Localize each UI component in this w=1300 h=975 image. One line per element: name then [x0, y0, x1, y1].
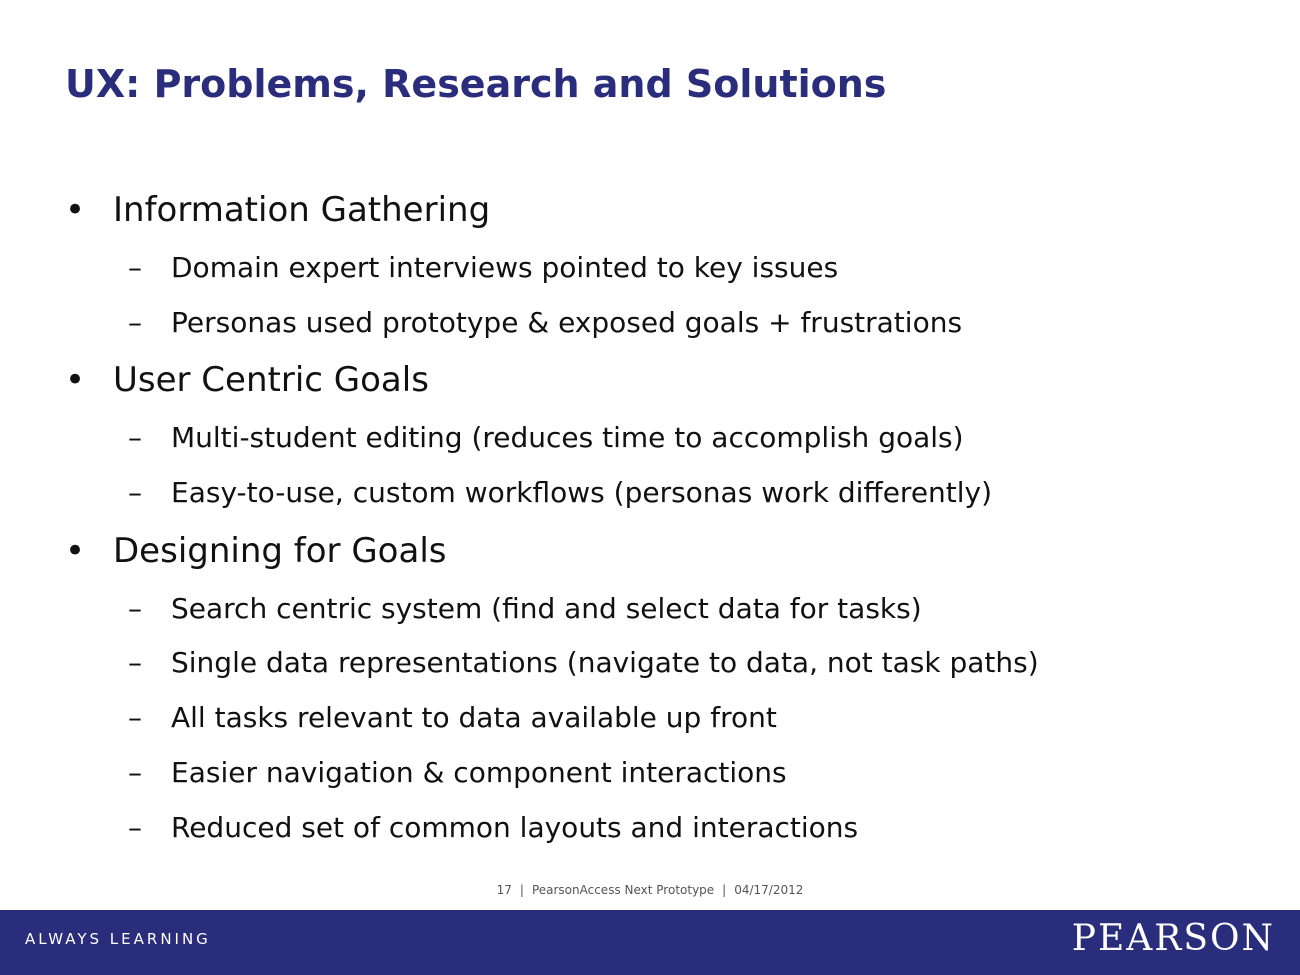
sub-bullet-item — [128, 306, 962, 339]
brand-bar — [0, 910, 1300, 975]
sub-bullet-item — [128, 476, 992, 509]
document-name: PearsonAccess Next Prototype — [531, 883, 715, 897]
dash-icon: – — [128, 811, 142, 844]
footer-separator: | — [722, 883, 727, 897]
dash-icon: – — [128, 421, 142, 454]
sub-bullet-text: Multi-student editing (reduces time to accomplish goals) — [171, 421, 964, 454]
footer-separator: | — [519, 883, 524, 897]
dash-icon: – — [128, 306, 142, 339]
bullet-item — [65, 360, 429, 400]
sub-bullet-text: Easier navigation & component interactions — [171, 756, 787, 789]
dash-icon: – — [128, 701, 142, 734]
sub-bullet-text: Search centric system (find and select data for tasks) — [171, 592, 922, 625]
dash-icon: – — [128, 251, 142, 284]
sub-bullet-text: Reduced set of common layouts and interactions — [171, 811, 859, 844]
bullet-icon: • — [65, 190, 86, 230]
bullet-item — [65, 190, 490, 230]
sub-bullet-item — [128, 646, 1039, 679]
bullet-text: User Centric Goals — [113, 360, 429, 400]
bullet-text: Information Gathering — [113, 190, 491, 230]
dash-icon: – — [128, 756, 142, 789]
sub-bullet-text: Personas used prototype & exposed goals + frustrations — [171, 306, 963, 339]
sub-bullet-item — [128, 592, 922, 625]
slide-footer — [0, 883, 1300, 897]
dash-icon: – — [128, 646, 142, 679]
sub-bullet-item — [128, 421, 964, 454]
sub-bullet-item — [128, 701, 777, 734]
sub-bullet-text: Domain expert interviews pointed to key issues — [171, 251, 839, 284]
dash-icon: – — [128, 592, 142, 625]
sub-bullet-text: Easy-to-use, custom workflows (personas work differently) — [171, 476, 993, 509]
bullet-item — [65, 531, 446, 571]
slide-title: UX: Problems, Research and Solutions — [65, 62, 887, 106]
pearson-logo: PEARSON — [1071, 918, 1275, 959]
tagline: ALWAYS LEARNING — [25, 930, 211, 948]
sub-bullet-text: Single data representations (navigate to data, not task paths) — [171, 646, 1039, 679]
dash-icon: – — [128, 476, 142, 509]
page-number: 17 — [496, 883, 512, 897]
footer-date: 04/17/2012 — [734, 883, 804, 897]
sub-bullet-item — [128, 756, 787, 789]
bullet-text: Designing for Goals — [113, 531, 447, 571]
bullet-icon: • — [65, 531, 86, 571]
bullet-icon: • — [65, 360, 86, 400]
sub-bullet-text: All tasks relevant to data available up front — [171, 701, 777, 734]
sub-bullet-item — [128, 251, 838, 284]
sub-bullet-item — [128, 811, 858, 844]
